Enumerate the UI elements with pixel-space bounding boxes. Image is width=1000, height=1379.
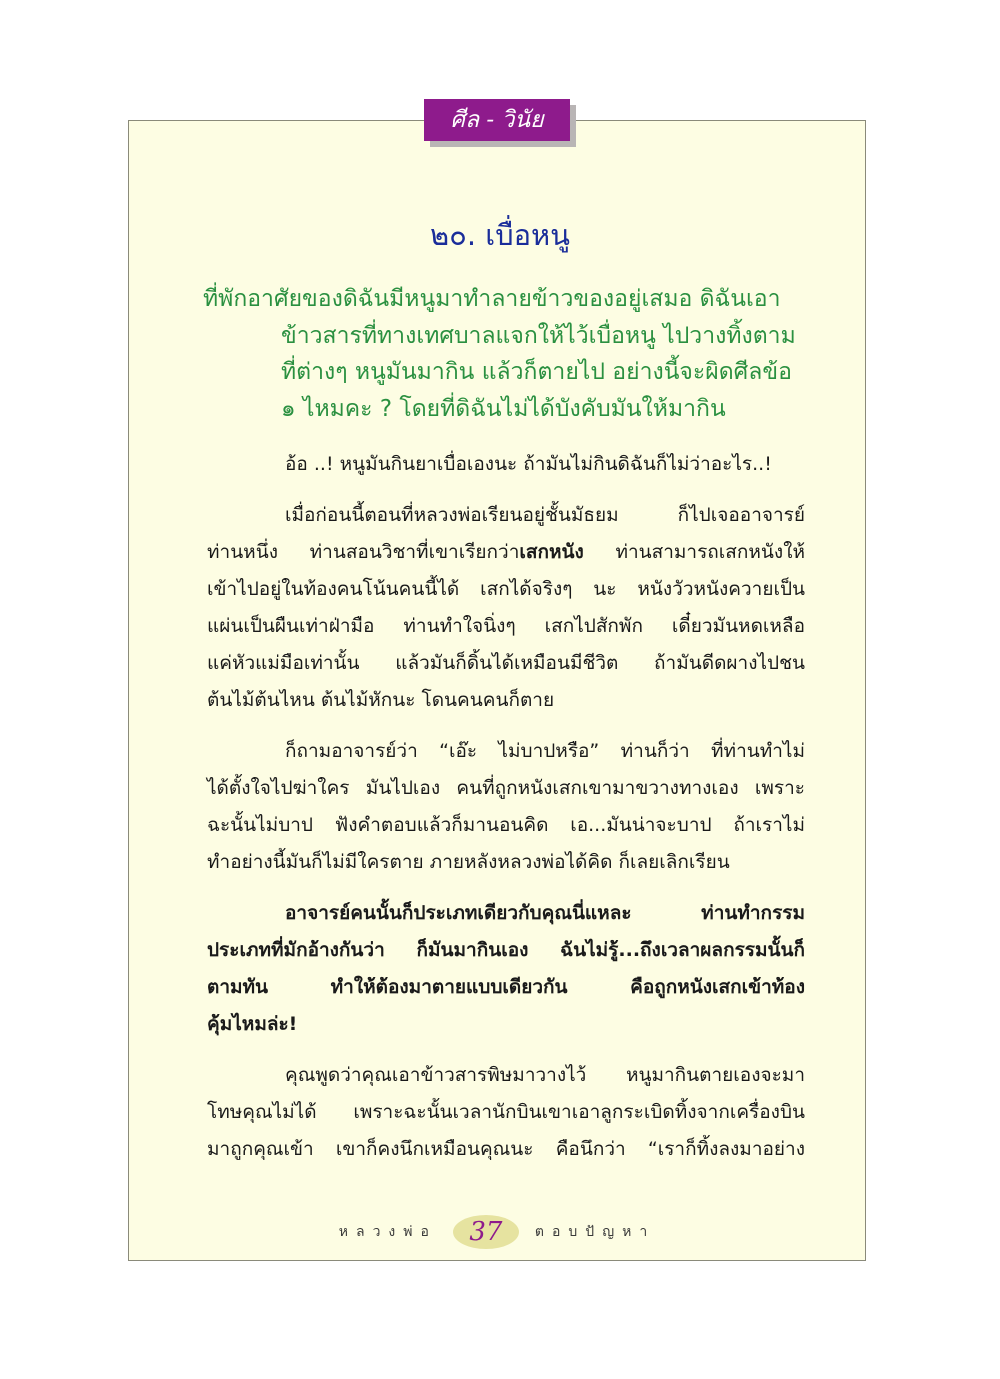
emphasis-term: เสกหนัง: [519, 541, 584, 563]
text-line: ตามทัน ทำให้ต้องมาตายแบบเดียวกัน คือถูกหนังเสกเข้าท้อง: [207, 976, 805, 998]
question-block: [203, 281, 825, 427]
text-line: โทษคุณไม่ได้ เพราะฉะนั้นเวลานักบินเขาเอาลูกระเบิดทิ้งจากเครื่องบิน: [207, 1101, 805, 1123]
footer-book-title-right: ตอบปัญหา: [534, 1224, 656, 1240]
paragraph: [207, 446, 805, 483]
question-line: ข้าวสารที่ทางเทศบาลแจกให้ไว้เบื่อหนู ไปวางทิ้งตาม: [281, 322, 796, 349]
text-line: ประเภทที่มักอ้างกันว่า ก็มันมากินเอง ฉันไม่รู้...ถึงเวลาผลกรรมนั้นก็: [207, 939, 805, 961]
page-footer: [128, 1212, 866, 1252]
text-line: [207, 534, 805, 571]
text-line: คุณพูดว่าคุณเอาข้าวสารพิษมาวางไว้ หนูมากินตายเองจะมา: [285, 1064, 805, 1086]
page-number-badge: 37: [453, 1215, 519, 1249]
text-line: ต้นไม้ต้นไหน ต้นไม้หักนะ โดนคนคนก็ตาย: [207, 689, 555, 711]
footer-book-title-left: หลวงพ่อ: [338, 1224, 437, 1240]
paragraph: [207, 1057, 805, 1168]
text-line: มาถูกคุณเข้า เขาก็คงนึกเหมือนคุณนะ คือนึกว่า “เราก็ทิ้งลงมาอย่าง: [207, 1138, 805, 1160]
text-line: อาจารย์คนนั้นก็ประเภทเดียวกับคุณนี่แหละ ท่านทำกรรม: [285, 902, 805, 924]
text-line: ฉะนั้นไม่บาป ฟังคำตอบแล้วก็มานอนคิด เอ...มันน่าจะบาป ถ้าเราไม่: [207, 814, 805, 836]
text-line: เมื่อก่อนนี้ตอนที่หลวงพ่อเรียนอยู่ชั้นมัธยม ก็ไปเจออาจารย์: [285, 504, 805, 526]
text-line: ทำอย่างนี้มันก็ไม่มีใครตาย ภายหลังหลวงพ่อได้คิด ก็เลยเลิกเรียน: [207, 851, 730, 873]
text-line: อ้อ ..! หนูมันกินยาเบื่อเองนะ ถ้ามันไม่กินดิฉันก็ไม่ว่าอะไร..!: [285, 453, 772, 475]
text-segment: ท่านหนึ่ง ท่านสอนวิชาที่เขาเรียกว่า: [207, 541, 520, 563]
question-line: ที่พักอาศัยของดิฉันมีหนูมาทำลายข้าวของอยู่เสมอ ดิฉันเอา: [203, 286, 781, 312]
question-line: ที่ต่างๆ หนูมันมากิน แล้วก็ตายไป อย่างนี้จะผิดศีลข้อ: [281, 359, 792, 385]
answer-body: [207, 446, 805, 1182]
question-line: ๑ ไหมคะ ? โดยที่ดิฉันไม่ได้บังคับมันให้มากิน: [281, 395, 726, 422]
text-line: คุ้มไหมล่ะ!: [207, 1013, 298, 1035]
text-line: ก็ถามอาจารย์ว่า “เอ๊ะ ไม่บาปหรือ” ท่านก็ว่า ที่ท่านทำไม่: [285, 740, 805, 762]
page-title: ๒๐. เบื่อหนู: [430, 218, 570, 252]
text-line: ได้ตั้งใจไปฆ่าใคร มันไปเอง คนที่ถูกหนังเสกเขามาขวางทางเอง เพราะ: [207, 777, 805, 799]
text-line: เข้าไปอยู่ในท้องคนโน้นคนนี้ได้ เสกได้จริงๆ นะ หนังวัวหนังควายเป็น: [207, 578, 805, 600]
paragraph: [207, 733, 805, 881]
paragraph: [207, 497, 805, 719]
text-line: แผ่นเป็นผืนเท่าฝ่ามือ ท่านทำใจนิ่งๆ เสกไปสักพัก เดี๋ยวมันหดเหลือ: [207, 615, 805, 637]
text-line: แค่หัวแม่มือเท่านั้น แล้วมันก็ดิ้นได้เหมือนมีชีวิต ถ้ามันดีดผางไปชน: [207, 652, 805, 674]
section-tab: ศีล - วินัย: [424, 99, 570, 141]
text-segment: ท่านสามารถเสกหนังให้: [583, 541, 805, 563]
paragraph-emphasis: [207, 895, 805, 1043]
